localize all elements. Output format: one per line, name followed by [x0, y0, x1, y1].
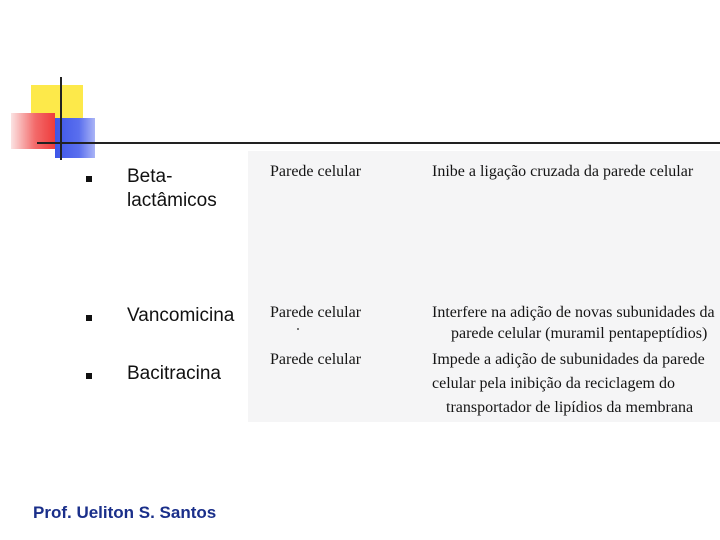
bullet-item-beta-lactamicos	[127, 165, 247, 213]
title-divider-line	[37, 142, 720, 144]
table-cell-site: Parede celular	[270, 304, 362, 321]
table-cell-mechanism: Inibe a ligação cruzada da parede celular	[432, 163, 694, 180]
title-ornament-vertical-line	[60, 77, 62, 160]
bullet-square-icon	[86, 176, 92, 182]
table-cell-site: Parede celular	[270, 351, 362, 368]
table-cell-mechanism: celular pela inibição da reciclagem do	[432, 375, 675, 392]
table-cell-mechanism: transportador de lipídios da membrana	[446, 399, 694, 416]
footer-author: Prof. Ueliton S. Santos	[33, 503, 217, 522]
bullet-item-label: Vancomicina	[127, 305, 235, 326]
table-cell-mechanism: Impede a adição de subunidades da parede	[432, 351, 705, 368]
bullet-item-label: Bacitracina	[127, 363, 221, 384]
bullet-item-vancomicina	[127, 304, 247, 328]
mechanism-table-image	[248, 151, 720, 422]
bullet-item-bacitracina	[127, 362, 247, 386]
table-cell-site: Parede celular	[270, 163, 362, 180]
bullet-square-icon	[86, 315, 92, 321]
scan-speck	[297, 328, 299, 330]
table-cell-mechanism: Interfere na adição de novas subunidades da	[432, 304, 715, 321]
bullet-square-icon	[86, 373, 92, 379]
table-cell-mechanism: parede celular (muramil pentapeptídios)	[451, 325, 708, 342]
bullet-item-label: Beta- lactâmicos	[127, 166, 217, 211]
